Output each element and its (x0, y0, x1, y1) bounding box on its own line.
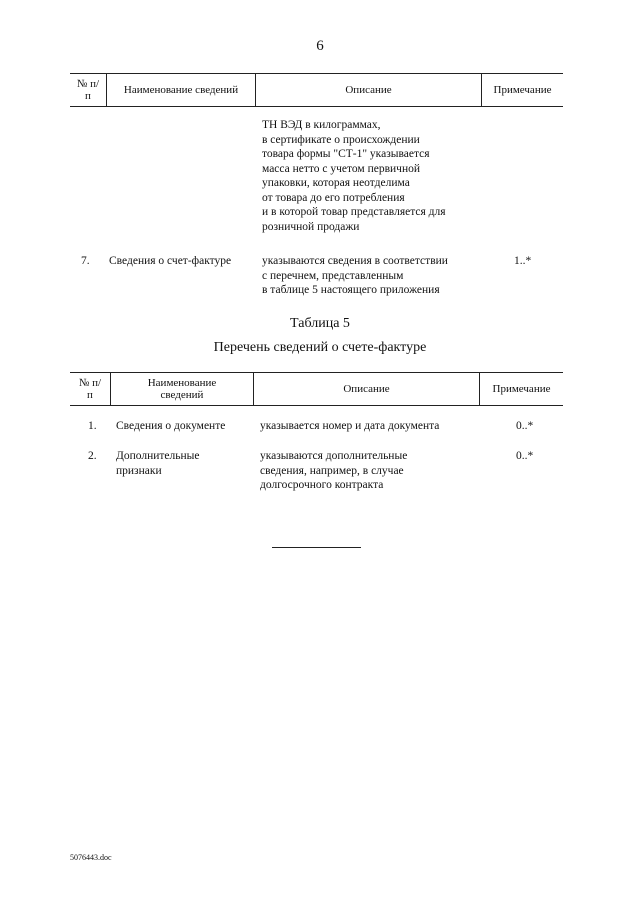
row-note: 0..* (516, 450, 534, 462)
table-header (70, 73, 563, 107)
table-label: Таблица 5 (290, 316, 350, 331)
table-title: Перечень сведений о счете-фактуре (213, 340, 427, 355)
header-name: Наименование сведений (123, 84, 239, 96)
header-num: № п/п (76, 78, 100, 102)
row-name: Сведения о счет-фактуре (109, 255, 232, 267)
row-name: Дополнительные признаки (116, 450, 200, 477)
header-description: Описание (345, 84, 392, 96)
header-note: Примечание (493, 84, 552, 96)
footer-doc-code: 5076443.doc (70, 853, 112, 862)
end-separator-line (272, 547, 361, 548)
row-note: 0..* (516, 420, 534, 432)
table-5 (70, 372, 563, 406)
row-name: Сведения о документе (116, 420, 226, 432)
row-num: 1. (88, 420, 97, 432)
continuation-text: ТН ВЭД в килограммах, в сертификате о происхождении товара формы "СТ-1" указывается масса нетто с учетом первичной упаковки, которая неотделима от товара до его потребления и в которой товар представляется для розничной продажи (262, 119, 446, 233)
row-description: указываются сведения в соответствии с перечнем, представленным в таблице 5 настоящего приложения (262, 255, 448, 296)
table-header (70, 372, 563, 406)
row-description: указываются дополнительные сведения, например, в случае долгосрочного контракта (260, 450, 408, 491)
header-description: Описание (343, 383, 390, 395)
row-num: 7. (81, 255, 90, 267)
page-number: 6 (316, 38, 324, 54)
row-num: 2. (88, 450, 97, 462)
table-continued (70, 73, 563, 107)
row-note: 1..* (514, 255, 532, 267)
header-num: № п/п (78, 377, 102, 401)
header-note: Примечание (492, 383, 551, 395)
row-description: указывается номер и дата документа (260, 420, 440, 432)
header-name: Наименование сведений (147, 377, 217, 401)
